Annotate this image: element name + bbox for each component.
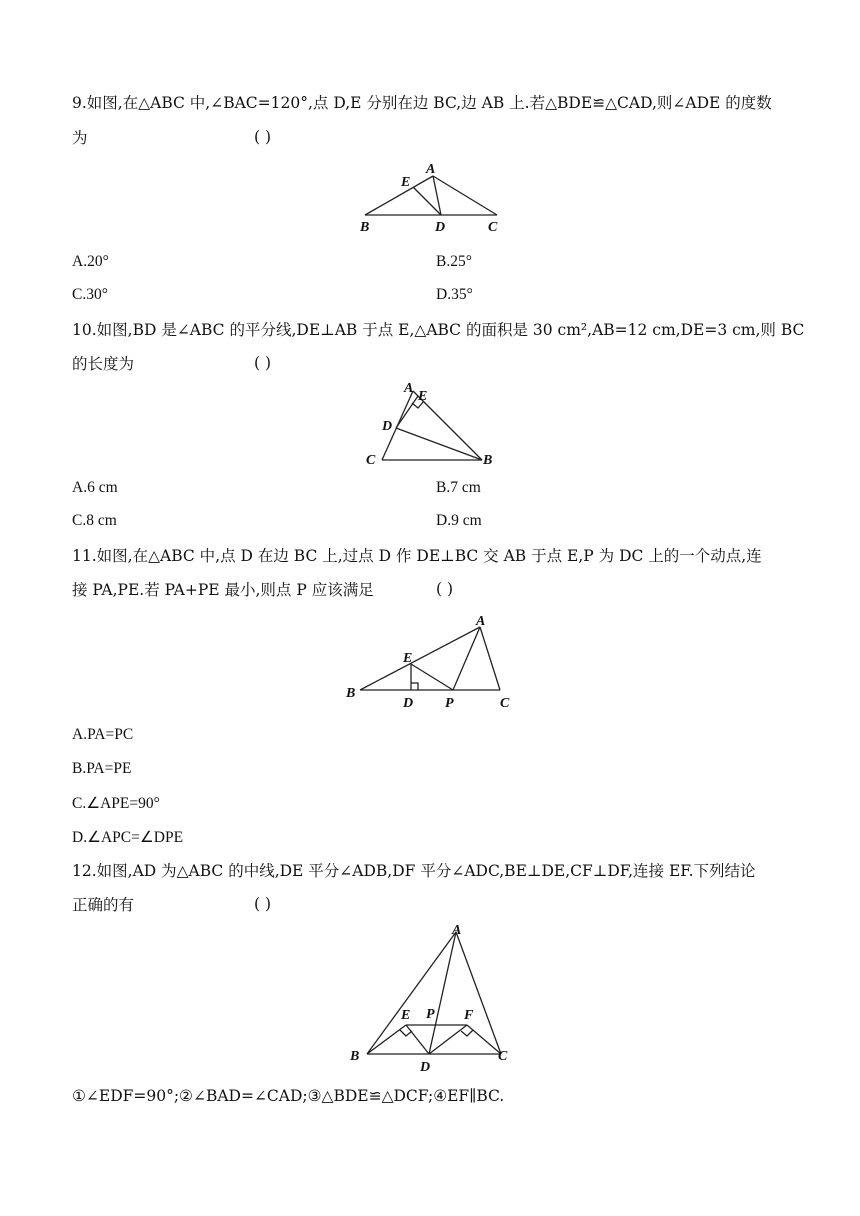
q9-answer-paren: ( ) <box>254 128 272 146</box>
q11-label-E: E <box>403 651 413 666</box>
q11-label-D: D <box>403 696 414 711</box>
q12-label-F: F <box>464 1008 474 1023</box>
q10-label-E: E <box>418 389 428 404</box>
q11-label-A: A <box>476 614 486 629</box>
q10-option-b[interactable]: B.7 cm <box>436 479 481 496</box>
q12-label-B: B <box>350 1049 360 1064</box>
q11-label-B: B <box>346 686 356 701</box>
q11-label-C: C <box>500 696 510 711</box>
q9-option-c[interactable]: C.30° <box>72 286 108 303</box>
q10-label-A: A <box>404 381 414 396</box>
q12-label-A: A <box>452 923 462 938</box>
q11-stem-line2: 接 PA,PE.若 PA+PE 最小,则点 P 应该满足 <box>72 581 374 599</box>
q12-label-C: C <box>498 1049 508 1064</box>
q11-option-d[interactable]: D.∠APC=∠DPE <box>72 829 184 846</box>
q10-stem-line2: 的长度为 <box>72 355 135 373</box>
q9-figure <box>350 158 510 238</box>
q11-stem-line1: 11.如图,在△ABC 中,点 D 在边 BC 上,过点 D 作 DE⊥BC 交 AB 于点 E,P 为 DC 上的一个动点,连 <box>72 547 762 565</box>
q12-figure <box>340 920 530 1075</box>
q11-option-a[interactable]: A.PA=PC <box>72 726 134 743</box>
q9-option-b[interactable]: B.25° <box>436 253 472 270</box>
q9-label-B: B <box>360 220 370 235</box>
q12-stem-line2: 正确的有 <box>72 896 135 914</box>
q10-answer-paren: ( ) <box>254 354 272 372</box>
q10-option-d[interactable]: D.9 cm <box>436 512 482 529</box>
q9-label-E: E <box>401 175 411 190</box>
q9-option-a[interactable]: A.20° <box>72 253 109 270</box>
q9-label-A: A <box>426 162 436 177</box>
q10-label-D: D <box>382 419 393 434</box>
q12-label-D: D <box>420 1060 431 1075</box>
q9-option-d[interactable]: D.35° <box>436 286 473 303</box>
q12-answer-paren: ( ) <box>254 895 272 913</box>
q11-option-b[interactable]: B.PA=PE <box>72 760 132 777</box>
q12-label-E: E <box>401 1008 411 1023</box>
q11-label-P: P <box>445 696 454 711</box>
q10-label-B: B <box>483 453 493 468</box>
q12-label-P: P <box>426 1007 435 1022</box>
q12-statements: ①∠EDF=90°;②∠BAD=∠CAD;③△BDE≌△DCF;④EF∥BC. <box>72 1087 505 1105</box>
q10-option-a[interactable]: A.6 cm <box>72 479 118 496</box>
q9-label-C: C <box>488 220 498 235</box>
q9-stem-line2: 为 <box>72 129 88 147</box>
q11-answer-paren: ( ) <box>436 580 454 598</box>
q9-label-D: D <box>435 220 446 235</box>
q12-stem-line1: 12.如图,AD 为△ABC 的中线,DE 平分∠ADB,DF 平分∠ADC,BE⊥DE,CF⊥DF,连接 EF.下列结论 <box>72 862 756 880</box>
q10-figure <box>360 378 500 470</box>
q10-stem-line1: 10.如图,BD 是∠ABC 的平分线,DE⊥AB 于点 E,△ABC 的面积是 30 cm²,AB=12 cm,DE=3 cm,则 BC <box>72 321 805 339</box>
q11-figure <box>340 610 530 715</box>
q10-label-C: C <box>366 453 376 468</box>
q9-stem-line1: 9.如图,在△ABC 中,∠BAC=120°,点 D,E 分别在边 BC,边 AB 上.若△BDE≌△CAD,则∠ADE 的度数 <box>72 94 772 112</box>
q10-option-c[interactable]: C.8 cm <box>72 512 117 529</box>
q11-option-c[interactable]: C.∠APE=90° <box>72 795 160 812</box>
